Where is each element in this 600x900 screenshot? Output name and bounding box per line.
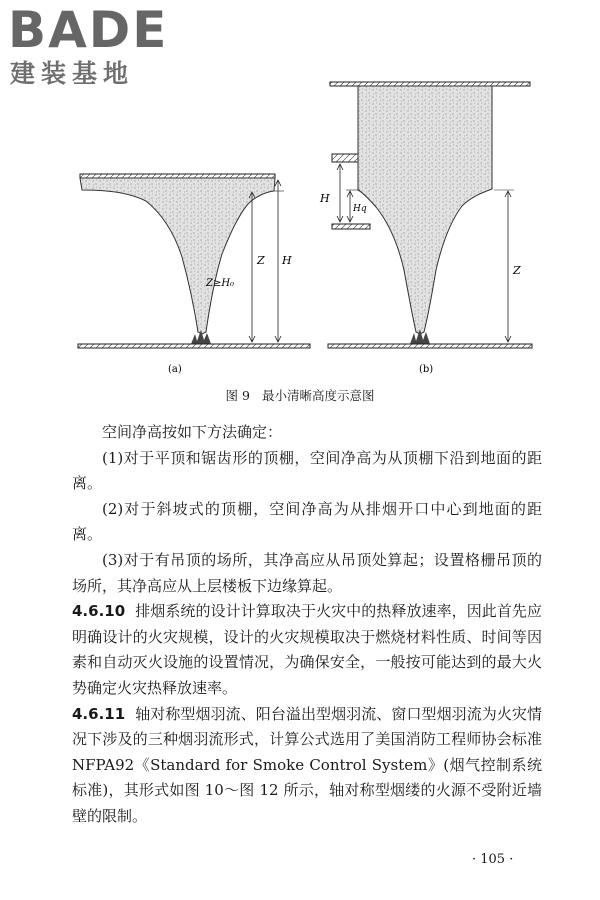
panel-a-ceiling xyxy=(80,174,275,178)
body-text xyxy=(72,420,542,830)
page-number: · 105 · xyxy=(472,852,514,867)
section-number: 4.6.10 xyxy=(72,602,126,621)
figure-caption xyxy=(0,386,600,404)
intro-paragraph: 空间净高按如下方法确定： xyxy=(102,423,283,441)
logo-subtitle: 建装基地 xyxy=(10,59,135,88)
section-text: 排烟系统的设计计算取决于火灾中的热释放速率，因此首先应明确设计的火灾规模，设计的火灾规模取决于燃烧材料性质、时间等因素和自动灭火设施的设置情况，为确保安全，一般按可能达到的最大火势确定火灾热释放速率。 xyxy=(72,602,542,697)
panel-b-smoke-plume xyxy=(358,86,492,334)
section-4-6-11 xyxy=(72,702,542,830)
panel-a-smoke-plume xyxy=(80,178,275,334)
caption-number: 图 9 xyxy=(225,388,250,403)
section-number: 4.6.11 xyxy=(72,704,126,723)
panel-b xyxy=(319,82,532,375)
section-text: 轴对称型烟羽流、阳台溢出型烟羽流、窗口型烟羽流为火灾情况下涉及的三种烟羽流形式，计算公式选用了美国消防工程师协会标准 NFPA92《Standard for Smoke Control System》(烟气控制系统标准)，其形式如图 10～图 12 所示，轴对称型烟缕的火源不受附近墙壁的限制。 xyxy=(72,704,542,825)
panel-a-h-label: H xyxy=(282,254,292,267)
list-item: (1)对于平顶和锯齿形的顶棚，空间净高为从顶棚下沿到地面的距离。 xyxy=(72,448,542,493)
list-item: (2)对于斜坡式的顶棚，空间净高为从排烟开口中心到地面的距离。 xyxy=(72,499,542,544)
logo-brand: BADE xyxy=(8,1,169,59)
panel-a-label: (a) xyxy=(168,364,182,375)
panel-b-overhang-bottom xyxy=(332,224,370,229)
list-item: (3)对于有吊顶的场所，其净高应从吊顶处算起；设置格栅吊顶的场所，其净高应从上层楼板下边缘算起。 xyxy=(72,550,542,595)
panel-b-ceiling xyxy=(330,82,530,86)
panel-a-floor xyxy=(78,344,310,348)
panel-b-label: (b) xyxy=(419,364,434,375)
panel-a-flame xyxy=(191,330,211,344)
section-4-6-10 xyxy=(72,599,542,701)
panel-b-floor xyxy=(328,344,532,348)
panel-a-z-label: Z xyxy=(257,254,265,267)
panel-a xyxy=(78,174,310,375)
panel-b-overhang-top xyxy=(332,154,358,162)
panel-a-condition-label: Z≥H₀ xyxy=(206,278,235,289)
figure-9 xyxy=(70,74,540,384)
panel-b-h-label: H xyxy=(320,192,330,205)
caption-text: 最小清晰高度示意图 xyxy=(261,388,375,403)
panel-b-z-label: Z xyxy=(513,264,521,277)
panel-b-flame xyxy=(410,329,430,344)
panel-b-hq-label: Hq xyxy=(353,204,367,214)
